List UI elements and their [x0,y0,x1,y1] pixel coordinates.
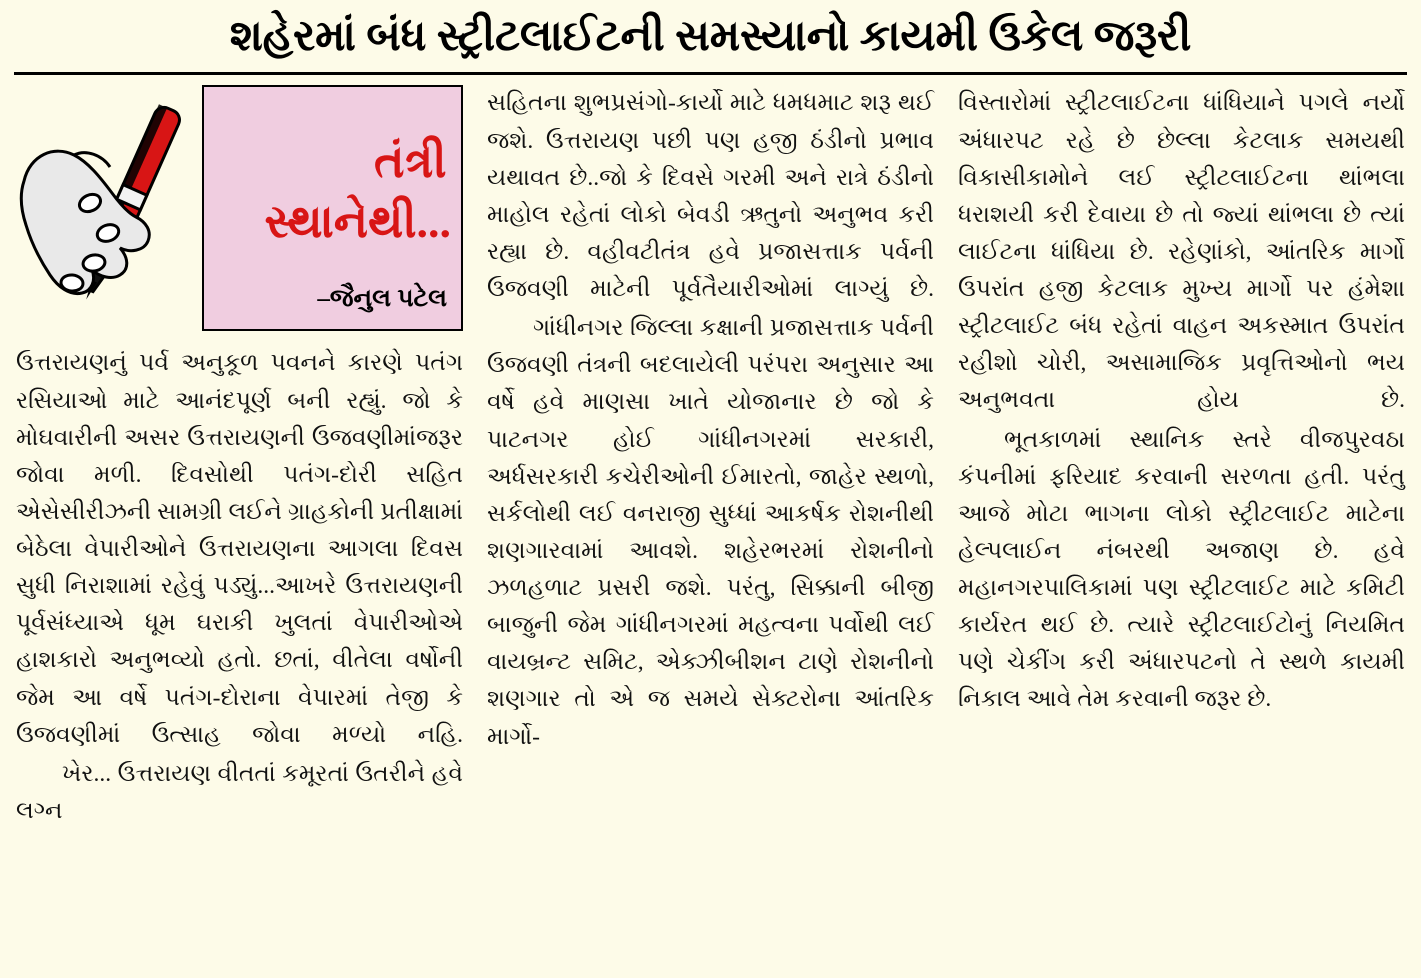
article-columns [0,85,1421,965]
article-column-1 [16,85,463,965]
masthead-byline: –જૈનુલ પટેલ [317,285,447,313]
hand-with-pen-icon [16,85,202,333]
masthead-line-1: તંત્રી [374,136,447,188]
article-column-2 [487,85,934,965]
headline-area [0,0,1421,66]
paragraph: સહિતના શુભપ્રસંગો-કાર્યો માટે ધમધમાટ શરૂ થઈ જશે. ઉત્તરાયણ પછી પણ હજી ઠંડીનો પ્રભાવ યથાવત છે..જો કે દિવસે ગરમી અને રાત્રે ઠંડીનો માહોલ રહેતાં લોકો બેવડી ઋતુનો અનુભવ કરી રહ્યા છે. વહીવટીતંત્ર હવે પ્રજાસત્તાક પર્વની ઉજવણી માટેની પૂર્વતૈયારીઓમાં લાગ્યું છે. [487,90,934,303]
masthead-logo [202,85,463,331]
page-title: શહેરમાં બંધ સ્ટ્રીટલાઈટની સમસ્યાનો કાયમી ઉકેલ જરૂરી [229,13,1192,60]
article-column-3 [958,85,1405,965]
paragraph: વિસ્તારોમાં સ્ટ્રીટલાઈટના ધાંધિયાને પગલે નર્યો અંધારપટ રહે છે છેલ્લા કેટલાક સમયથી વિકાસીકામોને લઈ સ્ટ્રીટલાઈટના થાંભલા ધરાશયી કરી દેવાયા છે તો જ્યાં થાંભલા છે ત્યાં લાઈટના ધાંધિયા છે. રહેણાંકો, આંતરિક માર્ગો ઉપરાંત હજી કેટલાક મુખ્ય માર્ગો પર હંમેશા સ્ટ્રીટલાઈટ બંધ રહેતાં વાહન અકસ્માત ઉપરાંત રહીશો ચોરી, અસામાજિક પ્રવૃત્તિઓનો ભય અનુભવતા હોય છે. [958,90,1405,414]
paragraph: ઉત્તરાયણનું પર્વ અનુકૂળ પવનને કારણે પતંગ રસિયાઓ માટે આનંદપૂર્ણ બની રહ્યું. જો કે મોઘવારીની અસર ઉત્તરાયણની ઉજવણીમાંજરૂર જોવા મળી. દિવસોથી પતંગ-દોરી સહિત એસેસીરીઝની સામગ્રી લઈને ગ્રાહકોની પ્રતીક્ષામાં બેઠેલા વેપારીઓને ઉત્તરાયણના આગલા દિવસ સુધી નિરાશામાં રહેવું પડ્યું...આખરે ઉત્તરાયણની પૂર્વસંધ્યાએ ધૂમ ઘરાકી ખુલતાં વેપારીઓએ હાશકારો અનુભવ્યો હતો. છતાં, વીતેલા વર્ષોની જેમ આ વર્ષે પતંગ-દોરાના વેપારમાં તેજી કે ઉજવણીમાં ઉત્સાહ જોવા મળ્યો નહિ. [16,350,463,748]
paragraph: ગાંધીનગર જિલ્લા કક્ષાની પ્રજાસત્તાક પર્વની ઉજવણી તંત્રની બદલાયેલી પરંપરા અનુસાર આ વર્ષે હવે માણસા ખાતે યોજાનાર છે જો કે પાટનગર હોઈ ગાંધીનગરમાં સરકારી, અર્ધસરકારી કચેરીઓની ઈમારતો, જાહેર સ્થળો, સર્કલોથી લઈ વનરાજી સુધ્ધાં આકર્ષક રોશનીથી શણગારવામાં આવશે. શહેરભરમાં રોશનીનો ઝળહળાટ પ્રસરી જશે. પરંતુ, સિક્કાની બીજી બાજુની જેમ ગાંધીનગરમાં મહત્વના પર્વોથી લઈ વાયબ્રન્ટ સમિટ, એક્ઝીબીશન ટાણે રોશનીનો શણગાર તો એ જ સમયે સેક્ટરોના આંતરિક માર્ગો- [487,315,934,750]
paragraph: ભૂતકાળમાં સ્થાનિક સ્તરે વીજપુરવઠા કંપનીમાં ફરિયાદ કરવાની સરળતા હતી. પરંતુ આજે મોટા ભાગના લોકો સ્ટ્રીટલાઈટ માટેના હેલ્પલાઈન નંબરથી અજાણ છે. હવે મહાનગરપાલિકામાં પણ સ્ટ્રીટલાઈટ માટે કમિટી કાર્યરત થઈ છે. ત્યારે સ્ટ્રીટલાઈટોનું નિયમિત પણે ચેકીંગ કરી અંધારપટનો તે સ્થળે કાયમી નિકાલ આવે તેમ કરવાની જરૂર છે. [958,426,1405,713]
masthead-line-2: સ્થાનેથી... [264,196,451,248]
masthead-block [16,85,463,335]
paragraph: ખેર... ઉત્તરાયણ વીતતાં કમૂરતાં ઉતરીને હવે લગ્ન [16,760,463,824]
headline-divider [14,72,1407,75]
